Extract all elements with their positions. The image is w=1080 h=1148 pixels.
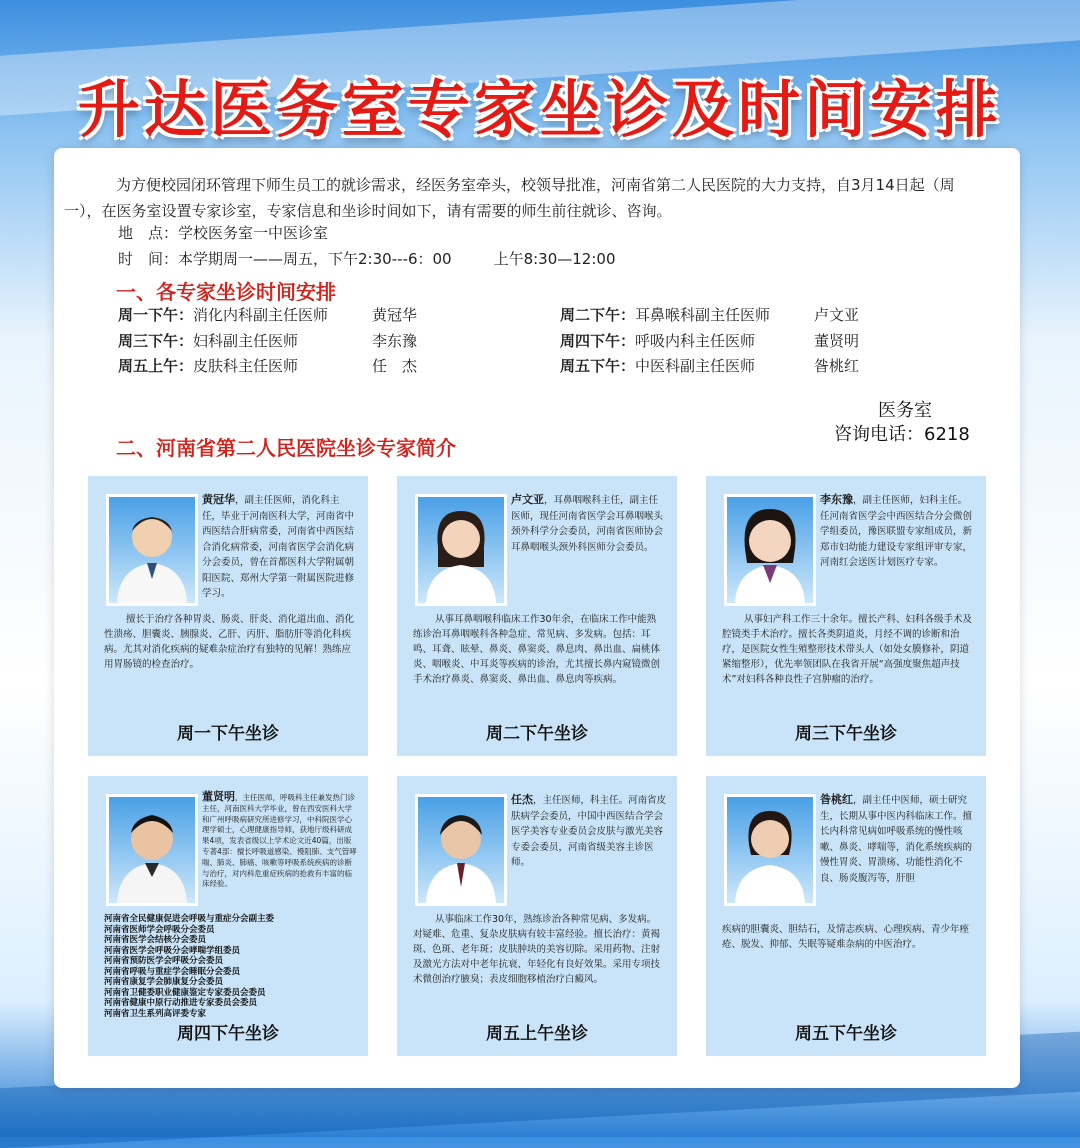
office-name: 医务室 — [878, 400, 932, 421]
expert-bio-specialty: 从事耳鼻咽喉科临床工作30年余，在临床工作中能熟练诊治耳鼻咽喉科各种急症、常见病、多发病。包括：耳鸣、耳聋、眩晕、鼻炎、鼻窦炎、鼻息肉、鼻出血、扁桃体炎、咽喉炎、中耳炎等疾病的诊治，尤其擅长鼻内窥镜微创手术治疗鼻炎、鼻窦炎、鼻出血、鼻息肉等疾病。 — [413, 614, 661, 685]
clinic-time-caption: 周一下午坐诊 — [177, 724, 279, 744]
expert-post: 河南省医师学会呼吸分会委员 — [104, 924, 215, 935]
section-heading-schedule: 一、各专家坐诊时间安排 — [116, 280, 336, 304]
doctor-portrait-icon — [418, 497, 504, 603]
expert-bio-intro — [202, 492, 358, 602]
expert-card — [397, 476, 677, 756]
expert-bio-intro — [511, 492, 667, 555]
expert-post: 河南省卫生系列高评委专家 — [104, 1008, 207, 1019]
expert-bio-intro — [511, 792, 667, 871]
clinic-time-caption: 周三下午坐诊 — [795, 724, 897, 744]
schedule-row — [560, 330, 860, 351]
expert-bio-summary: ，主任医师，呼吸科主任兼发热门诊主任，河南医科大学毕业，曾在西安医科大学和广州呼吸病研究所进修学习，中科院医学心理学硕士，心理健康指导师，获地厅级科研成果4项，发表省级以上学术论文近40篇，出版专著4部：擅长呼吸道感染、慢阻肺、支气管哮喘、肺炎、肺癌、咳嗽等呼吸系统疾病的诊断与治疗，对内科危重症疾病的抢救有丰富的临床经验。 — [202, 793, 357, 889]
schedule-day: 周五上午： — [118, 357, 194, 375]
expert-name: 李东豫 — [820, 493, 853, 506]
location-line — [118, 222, 328, 243]
schedule-dept: 呼吸内科主任医师 — [635, 332, 756, 350]
doctor-portrait-icon — [109, 497, 195, 603]
expert-card — [706, 476, 986, 756]
clinic-time-caption: 周二下午坐诊 — [486, 724, 588, 744]
doctor-portrait-icon — [109, 797, 195, 903]
doctor-photo — [106, 494, 198, 606]
schedule-doctor: 昝桃红 — [814, 357, 860, 375]
expert-card — [706, 776, 986, 1056]
schedule-doctor: 董贤明 — [814, 332, 860, 350]
schedule-dept: 消化内科副主任医师 — [193, 306, 329, 324]
consult-phone: 咨询电话：6218 — [834, 424, 970, 445]
expert-card — [88, 776, 368, 1056]
schedule-day: 周五下午： — [560, 357, 636, 375]
doctor-photo — [415, 494, 507, 606]
doctor-photo — [724, 494, 816, 606]
schedule-doctor: 任 杰 — [372, 357, 418, 375]
expert-post: 河南省卫健委职业健康鉴定专家委员会委员 — [104, 987, 266, 998]
expert-name: 任杰 — [511, 793, 533, 806]
expert-bio-specialty: 擅长于治疗各种胃炎、肠炎、肝炎、消化道出血、消化性溃疡、胆囊炎、胰腺炎、乙肝、丙肝、脂肪肝等消化科疾病。尤其对消化疾病的疑难杂症治疗有独特的见解！熟练应用胃肠镜的检查治疗。 — [104, 614, 355, 670]
schedule-dept: 耳鼻喉科副主任医师 — [635, 306, 771, 324]
expert-name: 卢文亚 — [511, 493, 544, 506]
doctor-photo — [724, 794, 816, 906]
expert-bio-specialty: 疾病的胆囊炎、胆结石，及情志疾病、心理疾病、青少年痤疮、脱发、抑郁、失眠等疑难杂病的中医治疗。 — [722, 924, 970, 950]
location-label: 地 点： — [118, 224, 179, 242]
expert-card — [88, 476, 368, 756]
expert-post: 河南省全民健康促进会呼吸与重症分会副主委 — [104, 914, 275, 924]
clinic-time-caption: 周五上午坐诊 — [486, 1024, 588, 1044]
expert-name: 昝桃红 — [820, 793, 853, 806]
expert-post: 河南省健康中原行动推进专家委员会委员 — [104, 998, 258, 1008]
schedule-dept: 中医科副主任医师 — [635, 357, 756, 375]
time-label: 时 间： — [118, 250, 179, 268]
schedule-day: 周一下午： — [118, 306, 194, 324]
expert-post: 河南省呼吸与重症学会睡眠分会委员 — [104, 966, 241, 977]
expert-bio-specialty: 从事临床工作30年，熟练诊治各种常见病、多发病。对疑难、危重、复杂皮肤病有较丰富经验。擅长治疗：黄褐斑、色斑、老年斑；皮肤肿块的美容切除。采用药物、注射及激光方法对中老年抗衰、年轻化有良好效果。采用专项技术微创治疗腋臭；表皮细胞移植治疗白癜风。 — [413, 914, 661, 985]
expert-post: 河南省预防医学会呼吸分会委员 — [104, 956, 224, 966]
expert-bio-summary: ，副主任医师，消化科主任，毕业于河南医科大学，河南省中西医结合肝病常委，河南省中西医结合消化病常委，河南省医学会消化病分会委员，曾在首都医科大学附属朝阳医院、郑州大学第一附属医院进修学习。 — [202, 495, 355, 599]
schedule-doctor: 李东豫 — [372, 332, 418, 350]
expert-post: 河南省康复学会肺康复分会委员 — [104, 977, 224, 987]
schedule-dept: 妇科副主任医师 — [193, 332, 299, 350]
doctor-photo — [415, 794, 507, 906]
expert-bio-summary: ，耳鼻咽喉科主任，副主任医师，现任河南省医学会耳鼻咽喉头颈外科学分会委员，河南省医师协会耳鼻咽喉头颈外科医师分会委员。 — [511, 495, 664, 553]
time-value-am: 上午8:30—12:00 — [493, 250, 616, 268]
schedule-row — [118, 355, 418, 376]
expert-bio-summary: ，副主任医师，妇科主任。任河南省医学会中西医结合分会微创学组委员，豫医联盟专家组成员，新郑市妇幼能力建设专家组评审专家，河南红会送医计划医疗专家。 — [820, 495, 973, 568]
schedule-row — [118, 304, 418, 325]
expert-bio-summary: ，副主任中医师，硕士研究生，长期从事中医内科临床工作。擅长内科常见病如呼吸系统的慢性咳嗽、鼻炎、哮喘等，消化系统疾病的慢性胃炎、胃溃疡、功能性消化不良、肠炎腹泻等，肝胆 — [820, 795, 973, 884]
expert-bio-intro — [820, 792, 976, 886]
expert-bio-intro — [820, 492, 976, 571]
expert-post: 河南省医学会结核分会委员 — [104, 935, 207, 945]
doctor-portrait-icon — [418, 797, 504, 903]
expert-name: 董贤明 — [202, 790, 235, 803]
poster-title: 升达医务室专家坐诊及时间安排 — [77, 73, 1002, 146]
expert-name: 黄冠华 — [202, 493, 235, 506]
schedule-doctor: 黄冠华 — [372, 306, 418, 324]
clinic-time-caption: 周四下午坐诊 — [177, 1024, 279, 1044]
expert-posts-list — [104, 914, 356, 1019]
expert-post: 河南省医学会呼吸分会哮喘学组委员 — [104, 945, 241, 956]
schedule-doctor: 卢文亚 — [814, 306, 860, 324]
expert-bio-summary: ，主任医师，科主任。河南省皮肤病学会委员，中国中西医结合学会医学美容专业委员会皮肤与激光美容专委会委员，河南省级美容主诊医师。 — [511, 795, 667, 868]
schedule-day: 周二下午： — [560, 306, 636, 324]
time-line — [118, 248, 616, 269]
doctor-photo — [106, 794, 198, 906]
expert-bio-specialty: 从事妇产科工作三十余年。擅长产科、妇科各级手术及腔镜类手术治疗。擅长各类阴道炎，月经不调的诊断和治疗，是医院女性生殖整形技术带头人（如处女膜修补，阴道紧缩整形），优先率领团队在我省开展“高强度聚焦超声技术”对妇科各种良性子宫肿瘤的治疗。 — [722, 614, 973, 685]
clinic-time-caption: 周五下午坐诊 — [795, 1024, 897, 1044]
intro-paragraph: 为方便校园闭环管理下师生员工的就诊需求，经医务室牵头，校领导批准，河南省第二人民医院的大力支持，自3月14日起（周一），在医务室设置专家诊室，专家信息和坐诊时间如下，请有需要的师生前往就诊、咨询。 — [64, 176, 955, 220]
expert-card — [397, 776, 677, 1056]
time-value-pm: 本学期周一——周五，下午2:30---6：00 — [178, 250, 452, 268]
schedule-row — [560, 304, 860, 325]
doctor-portrait-icon — [727, 497, 813, 603]
doctor-portrait-icon — [727, 797, 813, 903]
location-value: 学校医务室一中医诊室 — [178, 224, 329, 242]
section-heading-experts: 二、河南省第二人民医院坐诊专家简介 — [116, 436, 456, 460]
schedule-row — [118, 330, 418, 351]
expert-bio-intro — [202, 792, 358, 890]
schedule-day: 周三下午： — [118, 332, 194, 350]
schedule-row — [560, 355, 860, 376]
schedule-day: 周四下午： — [560, 332, 636, 350]
schedule-dept: 皮肤科主任医师 — [193, 357, 299, 375]
